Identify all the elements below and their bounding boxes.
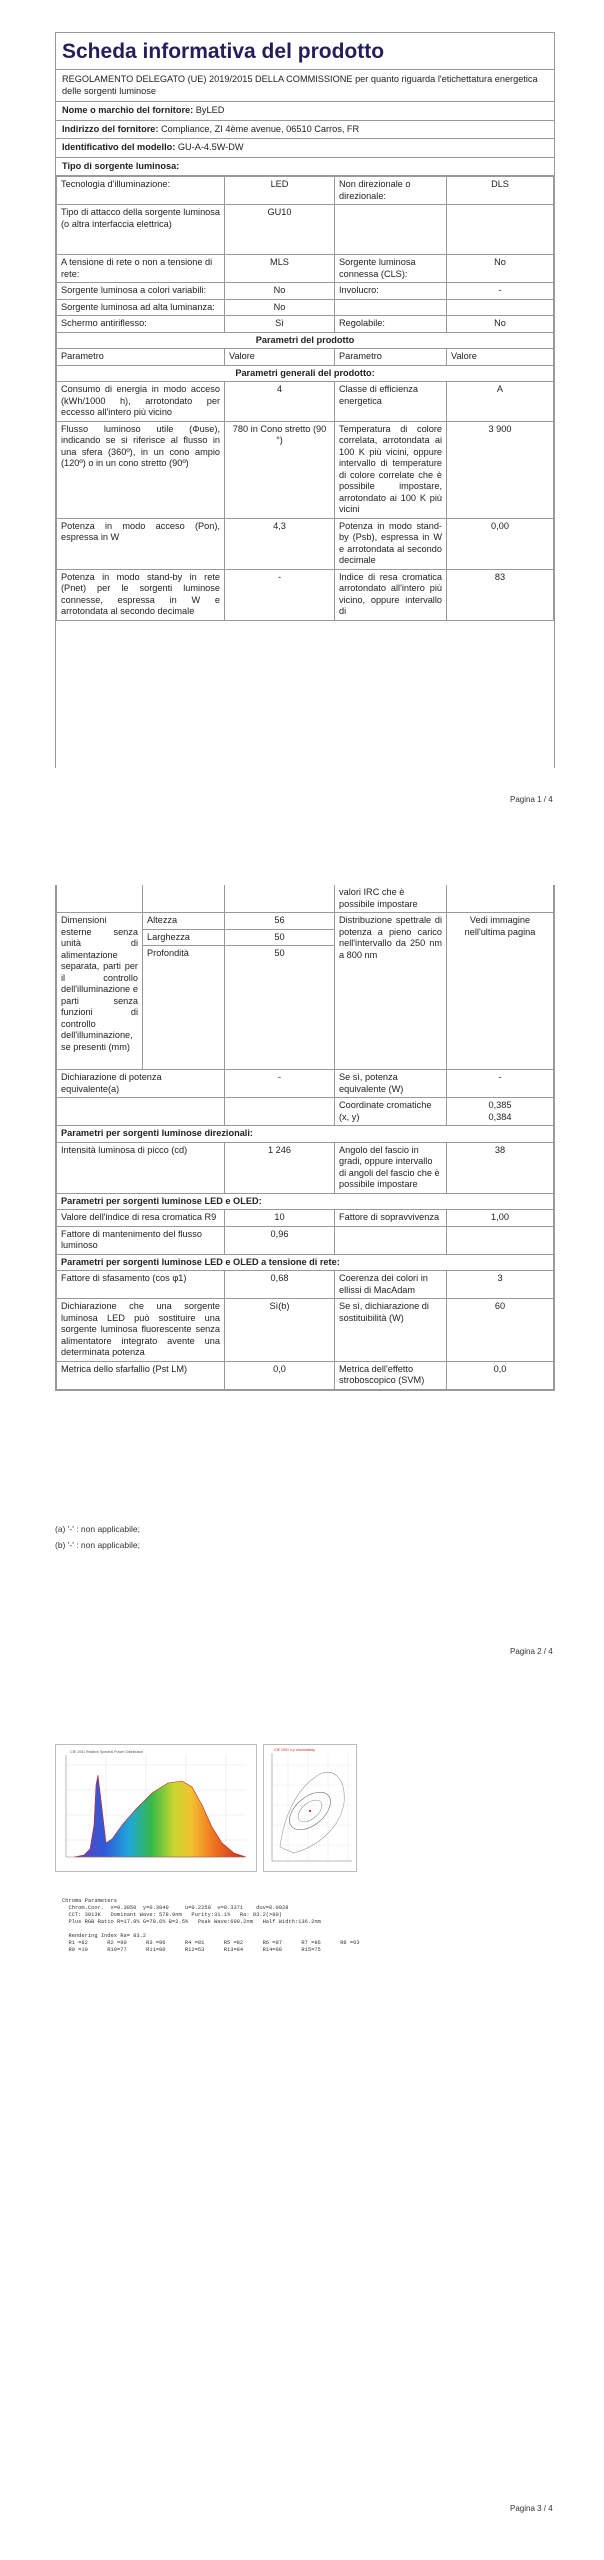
power-factor-value: 0,68 (225, 1271, 335, 1299)
beam-angle-label: Angolo del fascio in gradi, oppure intervallo di angoli del fascio che è possibile impostare (335, 1142, 447, 1193)
model-id-label: Identificativo del modello: (62, 142, 176, 152)
param-label: Involucro: (335, 283, 447, 300)
param-label (335, 205, 447, 255)
cie-image (263, 1744, 357, 1872)
param-label: Flusso luminoso utile (Φuse), indicando se si riferisce al flusso in una sfera (360º), in un cono ampio (120º) o in un cono stretto (90º) (57, 421, 225, 518)
param-value: 3 900 (447, 421, 554, 518)
equiv-power-value: - (225, 1070, 335, 1098)
table-row (57, 1361, 554, 1389)
supplier-address-label: Indirizzo del fornitore: (62, 123, 159, 134)
peak-intensity-label: Intensità luminosa di picco (cd) (57, 1142, 225, 1193)
page-title: Scheda informativa del prodotto (56, 33, 554, 70)
table-row (57, 255, 554, 283)
table-row (57, 365, 554, 382)
product-sheet-page1 (55, 32, 555, 768)
param-label: Tecnologia d'illuminazione: (57, 177, 225, 205)
table-row (57, 913, 554, 930)
column-header: Parametro (335, 349, 447, 366)
param-label: Schermo antiriflesso: (57, 316, 225, 333)
stroboscopic-label: Metrica dell'effetto stroboscopico (SVM) (335, 1361, 447, 1389)
supplier-name-label: Nome o marchio del fornitore: (62, 105, 194, 115)
page-footer: Pagina 3 / 4 (510, 2504, 553, 2513)
chroma-x: 0,385 (488, 1100, 512, 1110)
param-label: Sorgente luminosa connessa (CLS): (335, 255, 447, 283)
fluorescent-w-value: 60 (447, 1299, 554, 1362)
beam-angle-value: 38 (447, 1142, 554, 1193)
param-label (335, 299, 447, 316)
equiv-w-value: - (447, 1070, 554, 1098)
flicker-label: Metrica dello sfarfallio (Pst LM) (57, 1361, 225, 1389)
model-id-row (56, 139, 554, 158)
param-value: 780 in Cono stretto (90 °) (225, 421, 335, 518)
flicker-value: 0,0 (225, 1361, 335, 1389)
column-header: Parametro (57, 349, 225, 366)
param-value: Sì (225, 316, 335, 333)
table-row (57, 1299, 554, 1362)
param-label: Sorgente luminosa ad alta luminanza: (57, 299, 225, 316)
width-label: Larghezza (143, 929, 225, 946)
fluorescent-replace-value: Sì(b) (225, 1299, 335, 1362)
param-value: No (225, 299, 335, 316)
table-row (57, 1210, 554, 1227)
param-label: Potenza in modo stand-by (Psb), espressa in W e arrotondata al secondo decimale (335, 518, 447, 569)
width-value: 50 (225, 929, 335, 946)
supplier-address-value: Compliance, ZI 4ème avenue, 06510 Carros, FR (161, 123, 360, 134)
led-header: Parametri per sorgenti luminose LED e OLED: (57, 1193, 554, 1210)
table-row (57, 1193, 554, 1210)
param-label: Regolabile: (335, 316, 447, 333)
directional-header: Parametri per sorgenti luminose direzionali: (57, 1126, 554, 1143)
footnote-b: (b) '-' : non applicabile; (55, 1540, 140, 1550)
table-row (57, 1142, 554, 1193)
param-value: - (225, 569, 335, 620)
param-label: Consumo di energia in modo acceso (kWh/1000 h), arrotondato per eccesso all'intero più vicino (57, 382, 225, 422)
source-type-table (56, 176, 554, 621)
table-row (57, 299, 554, 316)
spectrum-caption: CIE 1931 Relative Spectral Power Distribution (70, 1750, 144, 1754)
table-row (57, 283, 554, 300)
column-header: Valore (447, 349, 554, 366)
param-value: LED (225, 177, 335, 205)
r9-label: Valore dell'indice di resa cromatica R9 (57, 1210, 225, 1227)
survival-value: 1,00 (447, 1210, 554, 1227)
param-label: A tensione di rete o non a tensione di rete: (57, 255, 225, 283)
table-row (57, 332, 554, 349)
macadam-label: Coerenza dei colori in ellissi di MacAdam (335, 1271, 447, 1299)
footnote-a: (a) '-' : non applicabile; (55, 1524, 140, 1534)
height-label: Altezza (143, 913, 225, 930)
fluorescent-replace-label: Dichiarazione che una sorgente luminosa LED può sostituire una sorgente luminosa fluorescente senza alimentatore integrato avente una determinata potenza (57, 1299, 225, 1362)
table-row (57, 1070, 554, 1098)
param-label: Temperatura di colore correlata, arrotondata ai 100 K più vicini, oppure intervallo di temperature di colore correlate che è possibile impostare, arrotondato ai 100 K più vicini (335, 421, 447, 518)
table-row (57, 1126, 554, 1143)
param-label: Non direzionale o direzionale: (335, 177, 447, 205)
spectral-label: Distribuzione spettrale di potenza a pieno carico nell'intervallo da 250 nm a 800 nm (335, 913, 447, 1070)
model-id-value: GU-A-4.5W-DW (177, 142, 244, 152)
param-label: Sorgente luminosa a colori variabili: (57, 283, 225, 300)
supplier-name-value: ByLED (195, 105, 225, 115)
cie-chart (264, 1745, 356, 1871)
cie-caption: CIE 1931 x-y chromaticity (274, 1748, 315, 1752)
table-row (57, 349, 554, 366)
chroma-coord-value (447, 1098, 554, 1126)
peak-intensity-value: 1 246 (225, 1142, 335, 1193)
supplier-address-row (56, 121, 554, 140)
table-row (57, 177, 554, 205)
macadam-value: 3 (447, 1271, 554, 1299)
lumen-maint-label: Fattore di mantenimento del flusso luminoso (57, 1226, 225, 1254)
param-value: 4 (225, 382, 335, 422)
depth-value: 50 (225, 946, 335, 1070)
column-header: Valore (225, 349, 335, 366)
param-label: Tipo di attacco della sorgente luminosa (o altra interfaccia elettrica) (57, 205, 225, 255)
page-footer: Pagina 2 / 4 (510, 1647, 553, 1656)
param-value: MLS (225, 255, 335, 283)
regulation-text: REGOLAMENTO DELEGATO (UE) 2019/2015 DELLA COMMISSIONE per quanto riguarda l'etichettatura energetica delle sorgenti luminose (56, 70, 554, 102)
survival-label: Fattore di sopravvivenza (335, 1210, 447, 1227)
param-value: - (447, 283, 554, 300)
equiv-w-label: Se sì, potenza equivalente (W) (335, 1070, 447, 1098)
param-label: Indice di resa cromatica arrotondato all'intero più vicino, oppure intervallo di (335, 569, 447, 620)
param-value: DLS (447, 177, 554, 205)
param-label: Potenza in modo acceso (Pon), espressa in W (57, 518, 225, 569)
supplier-name-row (56, 102, 554, 121)
page-footer: Pagina 1 / 4 (510, 795, 553, 804)
param-value: No (225, 283, 335, 300)
equiv-power-label: Dichiarazione di potenza equivalente(a) (57, 1070, 225, 1098)
table-row (57, 569, 554, 620)
param-value: No (447, 316, 554, 333)
param-value: No (447, 255, 554, 283)
product-params-header: Parametri del prodotto (57, 332, 554, 349)
param-label: Potenza in modo stand-by in rete (Pnet) per le sorgenti luminose connesse, espressa in W e arrotondata al secondo decimale (57, 569, 225, 620)
table-row (57, 382, 554, 422)
param-value (447, 299, 554, 316)
stroboscopic-value: 0,0 (447, 1361, 554, 1389)
param-value: GU10 (225, 205, 335, 255)
spectrum-chart (56, 1745, 256, 1871)
table-row (57, 316, 554, 333)
chroma-coord-label: Coordinate cromatiche (x, y) (335, 1098, 447, 1126)
footnotes (55, 1521, 140, 1553)
param-value: 4,3 (225, 518, 335, 569)
cri-continuation: valori IRC che è possibile impostare (335, 885, 447, 913)
table-row (57, 1254, 554, 1271)
param-value (447, 205, 554, 255)
source-type-header: Tipo di sorgente luminosa: (56, 158, 554, 177)
table-row (57, 518, 554, 569)
lumen-maint-value: 0,96 (225, 1226, 335, 1254)
param-label: Classe di efficienza energetica (335, 382, 447, 422)
product-sheet-page2 (55, 885, 555, 1391)
table-row (57, 205, 554, 255)
height-value: 56 (225, 913, 335, 930)
table-row (57, 1226, 554, 1254)
table-row (57, 1271, 554, 1299)
param-value: 0,00 (447, 518, 554, 569)
spectral-value: Vedi immagine nell'ultima pagina (447, 913, 554, 1070)
general-params-header: Parametri generali del prodotto: (57, 365, 554, 382)
table-row (57, 885, 554, 913)
param-value: 83 (447, 569, 554, 620)
fluorescent-w-label: Se sì, dichiarazione di sostituibilità (W) (335, 1299, 447, 1362)
spectrum-image (55, 1744, 257, 1872)
params-table-continued (56, 885, 554, 1390)
table-row (57, 421, 554, 518)
table-row (57, 1098, 554, 1126)
r9-value: 10 (225, 1210, 335, 1227)
chroma-y: 0,384 (488, 1111, 512, 1122)
led-mains-header: Parametri per sorgenti luminose LED e OLED a tensione di rete: (57, 1254, 554, 1271)
dimensions-label: Dimensioni esterne senza unità di alimentazione separata, parti per il controllo dell'illuminazione e parti senza funzioni di controllo dell'illuminazione, se presenti (mm) (57, 913, 143, 1070)
param-value: A (447, 382, 554, 422)
power-factor-label: Fattore di sfasamento (cos φ1) (57, 1271, 225, 1299)
depth-label: Profondità (143, 946, 225, 1070)
chroma-parameters: Chroma Parameters Chrom.Coor. x=0.3850 y=0.3840 u=0.2250 v=0.3371 duv=0.0028 CCT: 3913K Dominant Wave: 578.9nm Purity:31.1% Ra: 83.2(>80) Plus RGB Ratio R=17.9% G=79.6% B=2.5% Peak Wave:600.2nm Half Width:136.2nm Rendering Index Ra= 83.2 R1 =82 R2 =90 R3 =96 R4 =81 R5 =82 R6 =87 R7 =86 R8 =63 R9 =10 R10=77 R11=80 R12=63 R13=84 R14=98 R15=75 (62, 1898, 360, 1953)
